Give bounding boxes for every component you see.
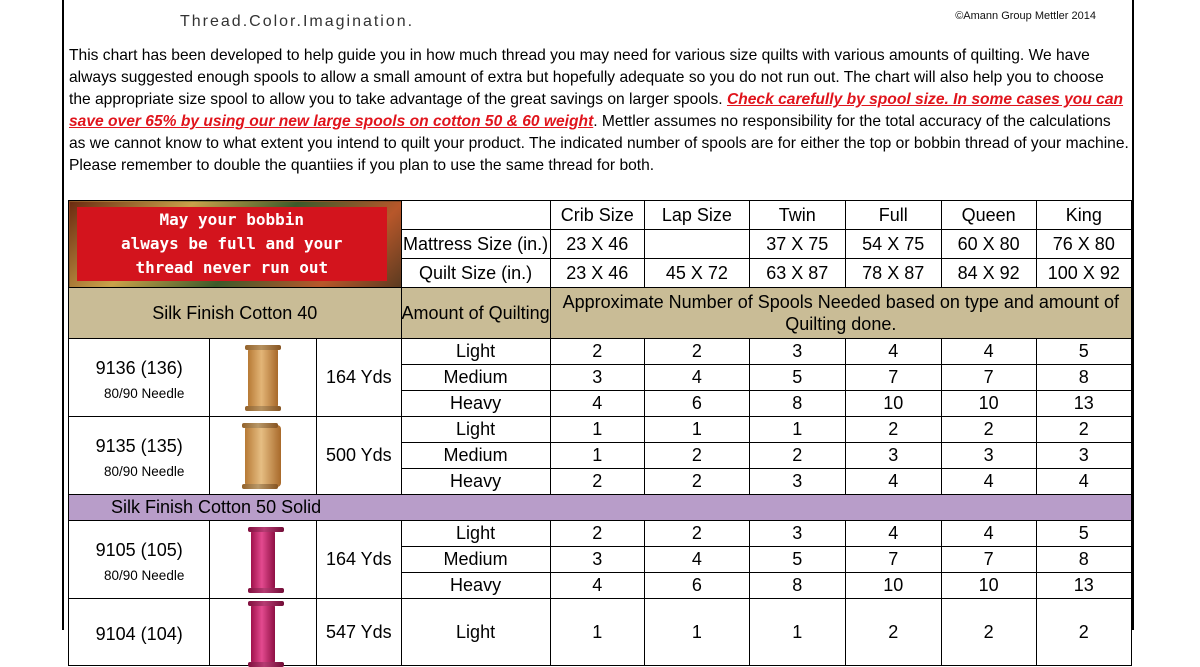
banner-line-2: always be full and your [120,234,343,253]
product-code: 9135 (135) [95,436,183,456]
spool-count: 4 [644,547,749,573]
intro-text-1: This chart has been developed to help guide you in how much thread you may need for various size quilts with various amounts of quilting. We have always suggested enough spools to allow a small amount of extra but hopefully adequate so you do not run out. The chart will also help you to choose the appropriate size spool to allow you to take advantage of the great savings on larger spools. [69,47,1104,108]
spool-count: 7 [941,547,1036,573]
spool-yards: 547 Yds [317,599,401,666]
product-code: 9104 (104) [95,623,183,644]
section-title-cotton-50-solid: Silk Finish Cotton 50 Solid [69,495,1132,521]
needle-size: 80/90 Needle [104,386,185,401]
spool-count: 2 [550,521,644,547]
col-header-crib: Crib Size [550,201,644,230]
spool-count: 3 [749,469,845,495]
banner-line-3: thread never run out [135,258,329,277]
spool-count: 4 [845,339,941,365]
spool-count: 3 [749,521,845,547]
spool-yards: 500 Yds [317,417,401,495]
product-info [69,339,210,417]
spool-icon [245,425,281,487]
spool-count: 8 [1036,547,1131,573]
section-title-cotton-40: Silk Finish Cotton 40 [69,288,402,339]
col-header-king: King [1036,201,1131,230]
mattress-size-label: Mattress Size (in.) [401,230,550,259]
spool-count: 7 [845,365,941,391]
spool-count: 6 [644,573,749,599]
spool-icon [251,529,275,591]
spool-count: 2 [550,469,644,495]
mattress-cell: 37 X 75 [749,230,845,259]
spool-count: 2 [941,599,1036,666]
spool-count: 2 [749,443,845,469]
col-header-twin: Twin [749,201,845,230]
level-heavy: Heavy [401,391,550,417]
spool-image [210,599,317,666]
approx-spools-header: Approximate Number of Spools Needed based on type and amount of Quilting done. [550,288,1131,339]
needle-size: 80/90 Needle [104,568,185,583]
spool-count: 1 [550,443,644,469]
spool-count: 3 [845,443,941,469]
mattress-cell: 76 X 80 [1036,230,1131,259]
spool-count: 8 [749,391,845,417]
product-info [69,417,210,495]
spool-count: 6 [644,391,749,417]
spool-count: 2 [644,339,749,365]
level-medium: Medium [401,443,550,469]
spool-count: 5 [749,365,845,391]
tagline: Thread.Color.Imagination. [180,13,415,30]
amount-of-quilting-label: Amount of Quilting [401,288,550,339]
spool-image [210,339,317,417]
level-light: Light [401,417,550,443]
spool-count: 2 [845,599,941,666]
spool-count: 3 [550,365,644,391]
col-header-lap: Lap Size [644,201,749,230]
spool-count: 5 [1036,339,1131,365]
spool-count: 10 [941,391,1036,417]
spool-count: 2 [550,339,644,365]
quilt-cell: 23 X 46 [550,259,644,288]
spool-count: 2 [941,417,1036,443]
spool-count: 7 [845,547,941,573]
spool-count: 5 [1036,521,1131,547]
bobbin-banner [69,201,402,288]
spool-count: 2 [644,469,749,495]
level-light: Light [401,599,550,666]
savings-warning: Check carefully by spool size. In some cases you can save over 65% by using our new large spools on cotton 50 & 60 weight [69,91,1124,130]
spool-count: 2 [644,443,749,469]
level-light: Light [401,521,550,547]
intro-paragraph [69,45,1129,177]
spool-count: 4 [845,469,941,495]
spool-count: 3 [1036,443,1131,469]
spool-count: 2 [1036,599,1131,666]
spool-count: 3 [749,339,845,365]
col-header-full: Full [845,201,941,230]
spool-count: 4 [644,365,749,391]
spool-image [210,417,317,495]
copyright: ©Amann Group Mettler 2014 [955,10,1096,22]
banner-line-1: May your bobbin [159,210,305,229]
level-heavy: Heavy [401,469,550,495]
level-medium: Medium [401,547,550,573]
product-code: 9105 (105) [95,540,183,560]
mattress-cell [644,230,749,259]
quilt-cell: 78 X 87 [845,259,941,288]
spool-count: 2 [644,521,749,547]
needle-size: 80/90 Needle [104,464,185,479]
spool-count: 1 [550,599,644,666]
spool-count: 1 [644,599,749,666]
spool-count: 1 [749,599,845,666]
level-medium: Medium [401,365,550,391]
spool-yards: 164 Yds [317,521,401,599]
col-header-queen: Queen [941,201,1036,230]
spool-count: 8 [749,573,845,599]
quilt-size-label: Quilt Size (in.) [401,259,550,288]
spool-icon [248,347,278,409]
spool-image [210,521,317,599]
quilt-cell: 45 X 72 [644,259,749,288]
spool-count: 10 [845,573,941,599]
spool-count: 2 [1036,417,1131,443]
mattress-cell: 23 X 46 [550,230,644,259]
spool-count: 4 [845,521,941,547]
banner-panel [77,207,387,281]
spool-chart-table [68,200,1132,666]
spool-count: 4 [941,469,1036,495]
spool-count: 10 [845,391,941,417]
spool-count: 13 [1036,391,1131,417]
spool-count: 2 [845,417,941,443]
spool-count: 1 [644,417,749,443]
spool-count: 4 [1036,469,1131,495]
spool-count: 4 [550,573,644,599]
product-info [69,599,210,666]
spool-count: 13 [1036,573,1131,599]
mattress-cell: 60 X 80 [941,230,1036,259]
spool-count: 3 [941,443,1036,469]
intro-text-2: . Mettler assumes no responsibility for the total accuracy of the calculations as we cannot know to what extent you intend to quilt your product. The indicated number of spools are for either the top or bobbin thread of your machine. Please remember to double the quantiies if you plan to use the same thread for both. [69,113,1129,174]
spool-icon [251,603,275,665]
spool-count: 5 [749,547,845,573]
level-heavy: Heavy [401,573,550,599]
size-header-blank [401,201,550,230]
quilt-cell: 84 X 92 [941,259,1036,288]
thread-chart-page [62,0,1134,644]
quilt-cell: 63 X 87 [749,259,845,288]
spool-count: 8 [1036,365,1131,391]
spool-count: 1 [749,417,845,443]
spool-count: 4 [941,339,1036,365]
quilt-cell: 100 X 92 [1036,259,1131,288]
mattress-cell: 54 X 75 [845,230,941,259]
spool-count: 4 [941,521,1036,547]
product-code: 9136 (136) [95,358,183,378]
spool-count: 4 [550,391,644,417]
spool-count: 3 [550,547,644,573]
spool-count: 1 [550,417,644,443]
spool-yards: 164 Yds [317,339,401,417]
product-info [69,521,210,599]
spool-count: 7 [941,365,1036,391]
level-light: Light [401,339,550,365]
spool-count: 10 [941,573,1036,599]
